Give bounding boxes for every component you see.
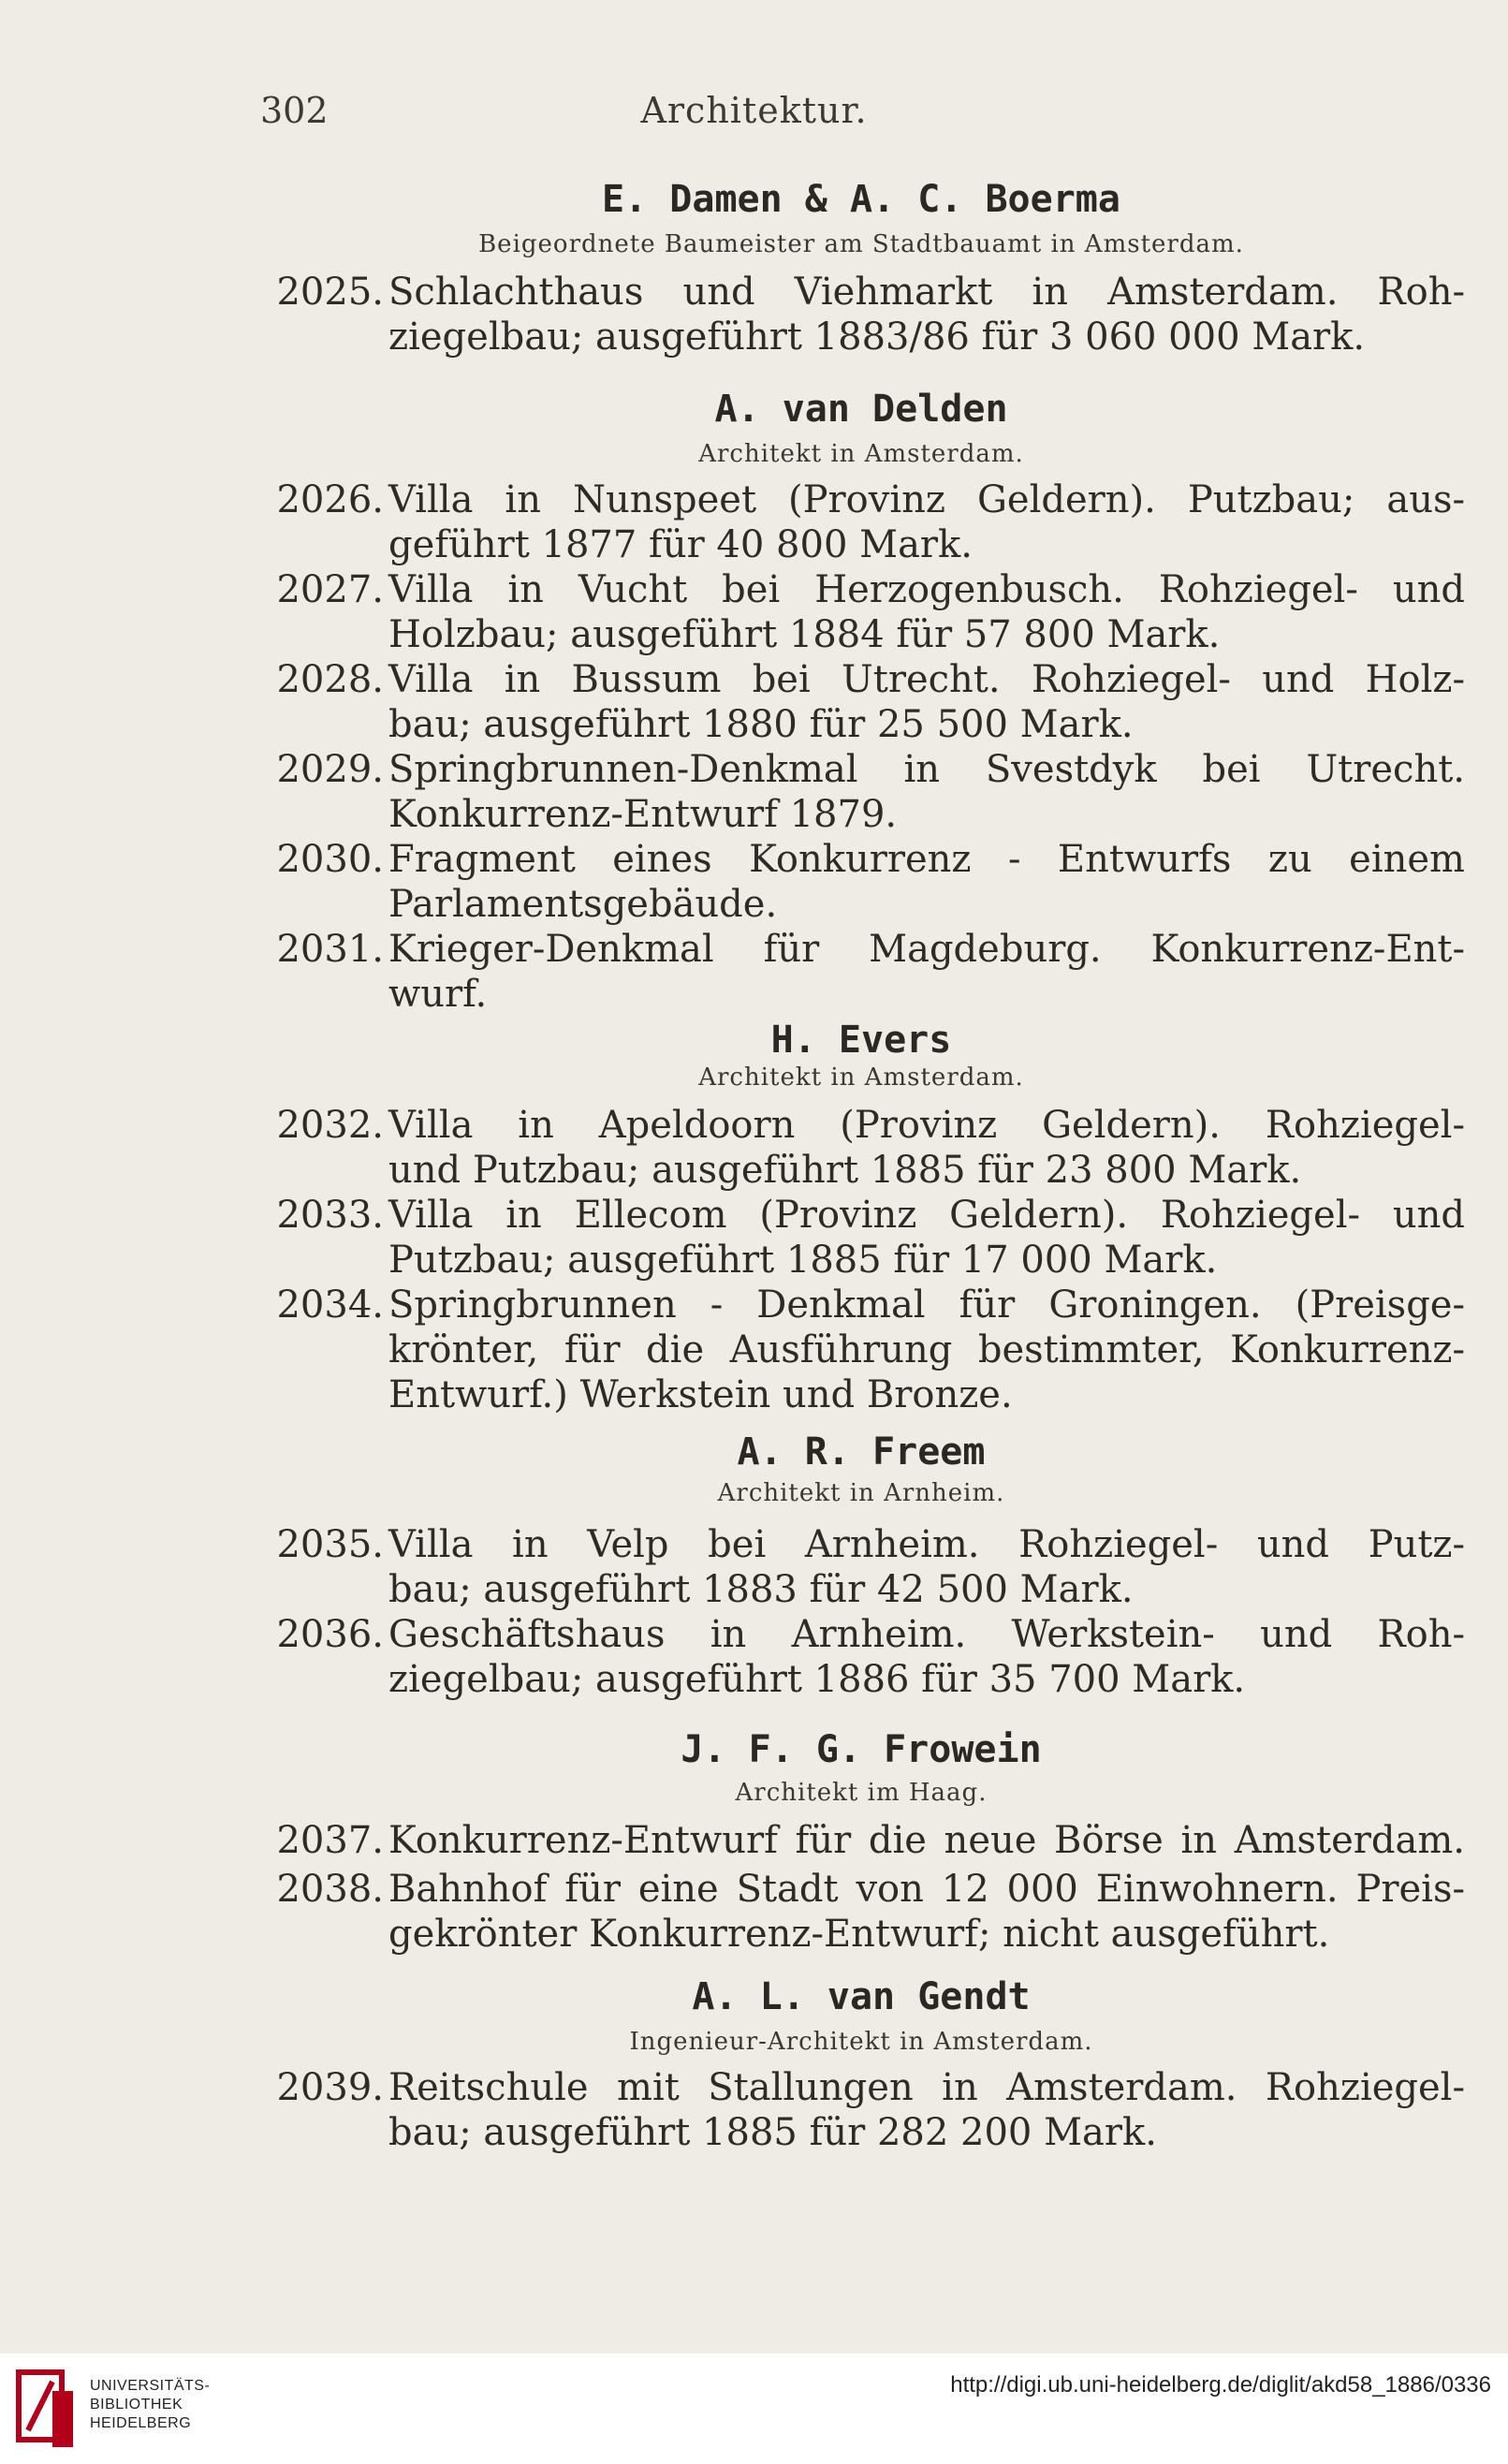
library-name-line: BIBLIOTHEK (90, 2397, 183, 2413)
entry-line: Entwurf.) Werkstein und Bronze. (388, 1373, 1013, 1416)
page-number: 302 (260, 90, 329, 131)
entry-line: Bahnhof für eine Stadt von 12 000 Einwohnern. Preis- (388, 1868, 1465, 1911)
section-author: A. R. Freem (737, 1430, 986, 1474)
entry-number: 2034. (276, 1283, 384, 1327)
entry-line: Schlachthaus und Viehmarkt in Amsterdam. Roh- (388, 271, 1465, 314)
entry-number: 2025. (276, 271, 384, 314)
entry-line: Krieger-Denkmal für Magdeburg. Konkurrenz-Ent- (388, 928, 1465, 971)
entry-line: bau; ausgeführt 1885 für 282 200 Mark. (388, 2111, 1157, 2154)
entry-number: 2028. (276, 658, 384, 701)
section-affiliation: Architekt im Haag. (735, 1779, 988, 1807)
entry-line: bau; ausgeführt 1883 für 42 500 Mark. (388, 1568, 1134, 1611)
running-title: Architektur. (640, 90, 868, 131)
entry-line: ziegelbau; ausgeführt 1883/86 für 3 060 000 Mark. (388, 315, 1366, 359)
section-affiliation: Architekt in Arnheim. (717, 1479, 1005, 1507)
entry-line: Fragment eines Konkurrenz - Entwurfs zu einem (388, 838, 1465, 881)
entry-line: Villa in Vucht bei Herzogenbusch. Rohziegel- und (388, 568, 1465, 611)
entry-number: 2031. (276, 928, 384, 971)
entry-line: Geschäftshaus in Arnheim. Werkstein- und Roh- (388, 1613, 1465, 1656)
section-author: J. F. G. Frowein (681, 1728, 1042, 1771)
entry-line: Villa in Apeldoorn (Provinz Geldern). Rohziegel- (388, 1104, 1465, 1147)
entry-line: Springbrunnen-Denkmal in Svestdyk bei Utrecht. (388, 748, 1465, 791)
entry-number: 2030. (276, 838, 384, 881)
entry-number: 2026. (276, 478, 384, 521)
section-author: A. L. van Gendt (692, 1975, 1031, 2018)
entry-number: 2035. (276, 1523, 384, 1566)
entry-number: 2036. (276, 1613, 384, 1656)
entry-line: bau; ausgeführt 1880 für 25 500 Mark. (388, 703, 1134, 746)
section-author: H. Evers (770, 1019, 952, 1062)
section-author: A. van Delden (714, 388, 1008, 431)
section-affiliation: Beigeordnete Baumeister am Stadtbauamt in Amsterdam. (478, 230, 1244, 258)
entry-line: Konkurrenz-Entwurf für die neue Börse in Amsterdam. (388, 1819, 1465, 1862)
entry-number: 2038. (276, 1868, 384, 1911)
source-url-link[interactable]: http://digi.ub.uni-heidelberg.de/diglit/akd58_1886/0336 (950, 2372, 1491, 2398)
entry-line: Parlamentsgebäude. (388, 883, 778, 926)
section-affiliation: Architekt in Amsterdam. (698, 1063, 1024, 1092)
entry-number: 2033. (276, 1194, 384, 1237)
footer-bar (0, 2354, 1508, 2464)
entry-line: Villa in Bussum bei Utrecht. Rohziegel- und Holz- (388, 658, 1465, 701)
entry-number: 2037. (276, 1819, 384, 1862)
entry-line: Putzbau; ausgeführt 1885 für 17 000 Mark. (388, 1239, 1218, 1282)
entry-number: 2032. (276, 1104, 384, 1147)
entry-line: krönter, für die Ausführung bestimmter, Konkurrenz- (388, 1328, 1465, 1371)
library-name-line: UNIVERSITÄTS- (90, 2378, 211, 2394)
entry-line: Villa in Velp bei Arnheim. Rohziegel- und Putz- (388, 1523, 1465, 1566)
entry-line: ziegelbau; ausgeführt 1886 für 35 700 Mark. (388, 1658, 1246, 1701)
entry-line: Holzbau; ausgeführt 1884 für 57 800 Mark. (388, 613, 1221, 656)
library-logo-icon (15, 2363, 82, 2457)
entry-number: 2039. (276, 2066, 384, 2109)
section-author: E. Damen & A. C. Boerma (602, 178, 1120, 221)
section-affiliation: Ingenieur-Architekt in Amsterdam. (629, 2028, 1093, 2056)
entry-number: 2027. (276, 568, 384, 611)
entry-line: wurf. (388, 973, 488, 1016)
section-affiliation: Architekt in Amsterdam. (698, 440, 1024, 468)
entry-line: Villa in Ellecom (Provinz Geldern). Rohziegel- und (388, 1194, 1465, 1237)
entry-line: geführt 1877 für 40 800 Mark. (388, 523, 973, 566)
entry-line: Springbrunnen - Denkmal für Groningen. (Preisge- (388, 1283, 1465, 1327)
entry-line: gekrönter Konkurrenz-Entwurf; nicht ausgeführt. (388, 1913, 1330, 1956)
library-name-line: HEIDELBERG (90, 2415, 192, 2431)
entry-number: 2029. (276, 748, 384, 791)
entry-line: Konkurrenz-Entwurf 1879. (388, 793, 898, 836)
entry-line: und Putzbau; ausgeführt 1885 für 23 800 Mark. (388, 1149, 1302, 1192)
entry-line: Villa in Nunspeet (Provinz Geldern). Putzbau; aus- (388, 478, 1465, 521)
entry-line: Reitschule mit Stallungen in Amsterdam. Rohziegel- (388, 2066, 1465, 2109)
